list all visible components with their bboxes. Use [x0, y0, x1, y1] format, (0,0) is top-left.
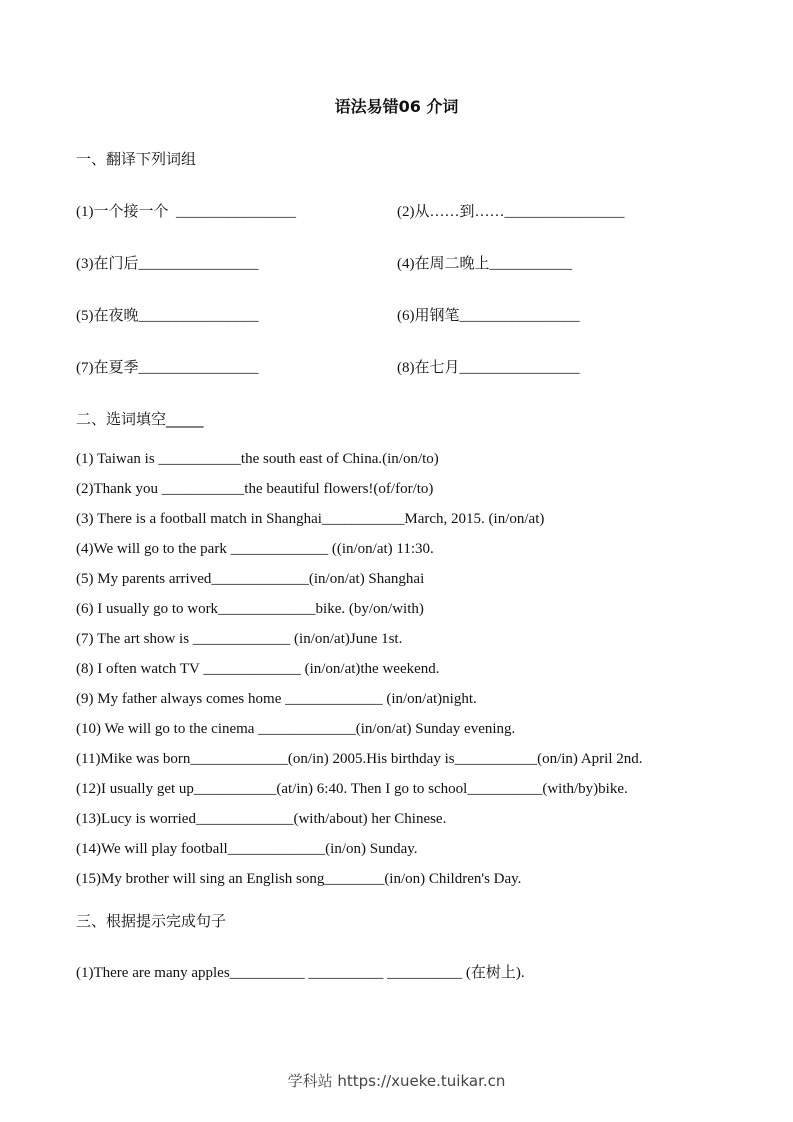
sentence-completion-item: (1)There are many apples__________ __________ __________ (在树上). [76, 965, 525, 981]
translation-item-5: (5)在夜晚________________ [76, 308, 259, 324]
fill-blank-item: (1) Taiwan is ___________the south east of China.(in/on/to) [76, 451, 439, 467]
site-footer: 学科站 https://xueke.tuikar.cn [287, 1072, 506, 1090]
translation-item-4: (4)在周二晚上___________ [397, 256, 572, 272]
fill-blank-item: (10) We will go to the cinema _____________(in/on/at) Sunday evening. [76, 721, 516, 737]
fill-blank-item: (5) My parents arrived_____________(in/on/at) Shanghai [76, 571, 425, 587]
translation-item-6: (6)用钢笔________________ [397, 308, 580, 324]
translation-row [76, 200, 716, 224]
translation-item-7: (7)在夏季________________ [76, 360, 259, 376]
fill-blank-item: (7) The art show is _____________ (in/on/at)June 1st. [76, 631, 403, 647]
fill-blank-list [76, 449, 716, 899]
translation-row [76, 304, 716, 328]
translation-item-2: (2)从……到……________________ [397, 204, 625, 220]
translation-item-3: (3)在门后________________ [76, 256, 259, 272]
fill-blank-item: (6) I usually go to work_____________bike. (by/on/with) [76, 601, 424, 617]
fill-blank-item: (8) I often watch TV _____________ (in/on/at)the weekend. [76, 661, 440, 677]
fill-blank-item: (9) My father always comes home _____________ (in/on/at)night. [76, 691, 477, 707]
fill-blank-item: (14)We will play football_____________(in/on) Sunday. [76, 841, 418, 857]
section2-heading: 二、选词填空_____ [76, 410, 204, 428]
fill-blank-item: (15)My brother will sing an English song________(in/on) Children's Day. [76, 871, 522, 887]
fill-blank-item: (3) There is a football match in Shanghai___________March, 2015. (in/on/at) [76, 511, 545, 527]
fill-blank-item: (11)Mike was born_____________(on/in) 2005.His birthday is___________(on/in) April 2nd. [76, 751, 643, 767]
fill-blank-item: (13)Lucy is worried_____________(with/about) her Chinese. [76, 811, 447, 827]
fill-blank-item: (4)We will go to the park _____________ ((in/on/at) 11:30. [76, 541, 434, 557]
translation-item-1: (1)一个接一个 ________________ [76, 204, 296, 220]
page-title: 语法易错06 介词 [334, 97, 459, 116]
section1-heading: 一、翻译下列词组 [76, 150, 197, 168]
translation-row [76, 356, 716, 380]
translation-row [76, 252, 716, 276]
fill-blank-item: (2)Thank you ___________the beautiful flowers!(of/for/to) [76, 481, 434, 497]
translation-item-8: (8)在七月________________ [397, 360, 580, 376]
section3-heading: 三、根据提示完成句子 [76, 912, 227, 930]
fill-blank-item: (12)I usually get up___________(at/in) 6:40. Then I go to school__________(with/by)bike. [76, 781, 628, 797]
